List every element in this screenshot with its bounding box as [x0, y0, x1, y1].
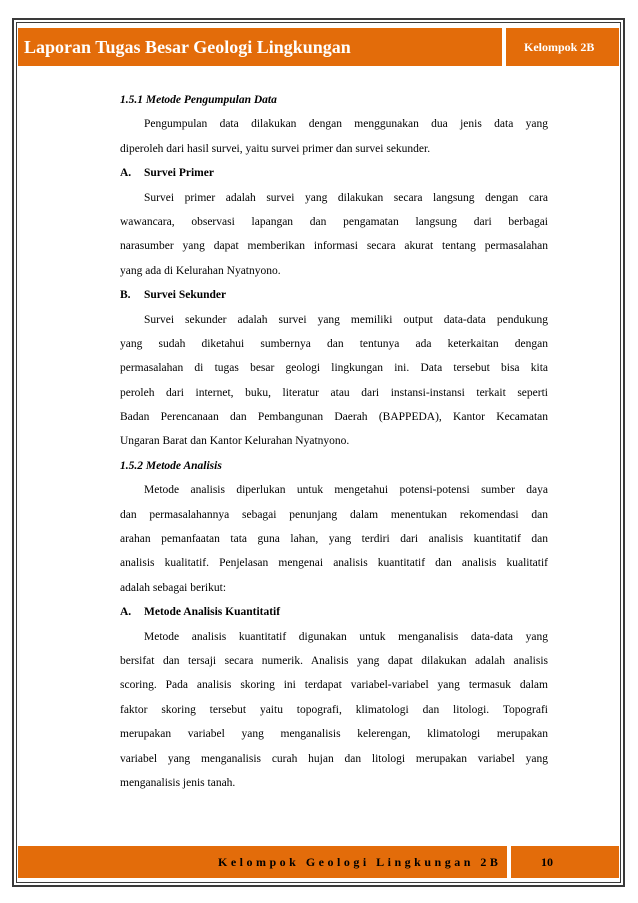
- paragraph-line: scoring. Pada analisis skoring ini terdapat variabel-variabel yang termasuk dalam: [120, 679, 548, 692]
- paragraph-line: bersifat dan tersaji secara numerik. Analisis yang dapat dilakukan adalah analisis: [120, 654, 548, 667]
- report-title: Laporan Tugas Besar Geologi Lingkungan: [18, 28, 502, 66]
- list-letter: A.: [120, 167, 132, 180]
- paragraph-line: yang sudah diketahui sumbernya dan tentunya ada keterkaitan dengan: [120, 337, 548, 350]
- paragraph-line: Survei sekunder adalah survei yang memiliki output data-data pendukung: [144, 313, 548, 326]
- paragraph-line: Metode analisis kuantitatif digunakan untuk menganalisis data-data yang: [144, 630, 548, 643]
- footer-label: Kelompok Geologi Lingkungan 2B: [18, 846, 507, 878]
- paragraph-line: variabel yang menganalisis curah hujan dan litologi merupakan variabel yang: [120, 752, 548, 765]
- subsection-title: Survei Primer: [144, 167, 214, 180]
- subsection-heading-survei-primer: [120, 161, 548, 185]
- paragraph-line: Pengumpulan data dilakukan dengan menggunakan dua jenis data yang: [144, 118, 548, 131]
- section-heading-1-5-2: 1.5.2 Metode Analisis: [120, 459, 222, 472]
- paragraph-line: faktor skoring tersebut yaitu topografi, klimatologi dan litologi. Topografi: [120, 703, 548, 716]
- group-label: Kelompok 2B: [506, 28, 619, 66]
- paragraph-line: Metode analisis diperlukan untuk mengetahui potensi-potensi sumber daya: [144, 484, 548, 497]
- subsection-title: Survei Sekunder: [144, 289, 227, 302]
- paragraph-line: analisis kualitatif. Penjelasan mengenai analisis kuantitatif dan analisis kualitatif: [120, 557, 548, 570]
- subsection-heading-survei-sekunder: [120, 283, 548, 307]
- paragraph-line: arahan pemanfaatan tata guna lahan, yang terdiri dari analisis kuantitatif dan: [120, 533, 548, 546]
- paragraph-line: menganalisis jenis tanah.: [120, 776, 236, 789]
- paragraph-line: Ungaran Barat dan Kantor Kelurahan Nyatnyono.: [120, 435, 350, 448]
- paragraph-line: dan permasalahannya sebagai penunjang dalam menentukan rekomendasi dan: [120, 508, 548, 521]
- paragraph-line: merupakan variabel yang menganalisis kelerengan, klimatologi merupakan: [120, 728, 548, 741]
- section-heading-1-5-1: 1.5.1 Metode Pengumpulan Data: [120, 94, 277, 106]
- paragraph-line: Badan Perencanaan dan Pembangunan Daerah (BAPPEDA), Kantor Kecamatan: [120, 411, 548, 424]
- page-number: 10: [511, 846, 619, 878]
- paragraph-line: adalah sebagai berikut:: [120, 581, 227, 594]
- page-header: [18, 28, 619, 66]
- paragraph-line: narasumber yang dapat memberikan informasi secara akurat tentang permasalahan: [120, 240, 548, 253]
- paragraph-line: permasalahan di tugas besar geologi lingkungan ini. Data tersebut bisa kita: [120, 362, 548, 375]
- subsection-heading-analisis-kuantitatif: [120, 600, 548, 624]
- list-letter: A.: [120, 606, 132, 619]
- document-body: [120, 88, 548, 795]
- page-footer: [18, 846, 619, 878]
- paragraph-line: wawancara, observasi lapangan dan pengamatan langsung dari berbagai: [120, 215, 548, 228]
- paragraph-line: diperoleh dari hasil survei, yaitu survei primer dan survei sekunder.: [120, 142, 431, 155]
- paragraph-line: Survei primer adalah survei yang dilakukan secara langsung dengan cara: [144, 191, 548, 204]
- list-letter: B.: [120, 289, 131, 302]
- subsection-title: Metode Analisis Kuantitatif: [144, 606, 281, 619]
- paragraph-line: peroleh dari internet, buku, literatur atau dari instansi-instansi terkait seperti: [120, 386, 548, 399]
- paragraph-line: yang ada di Kelurahan Nyatnyono.: [120, 264, 281, 277]
